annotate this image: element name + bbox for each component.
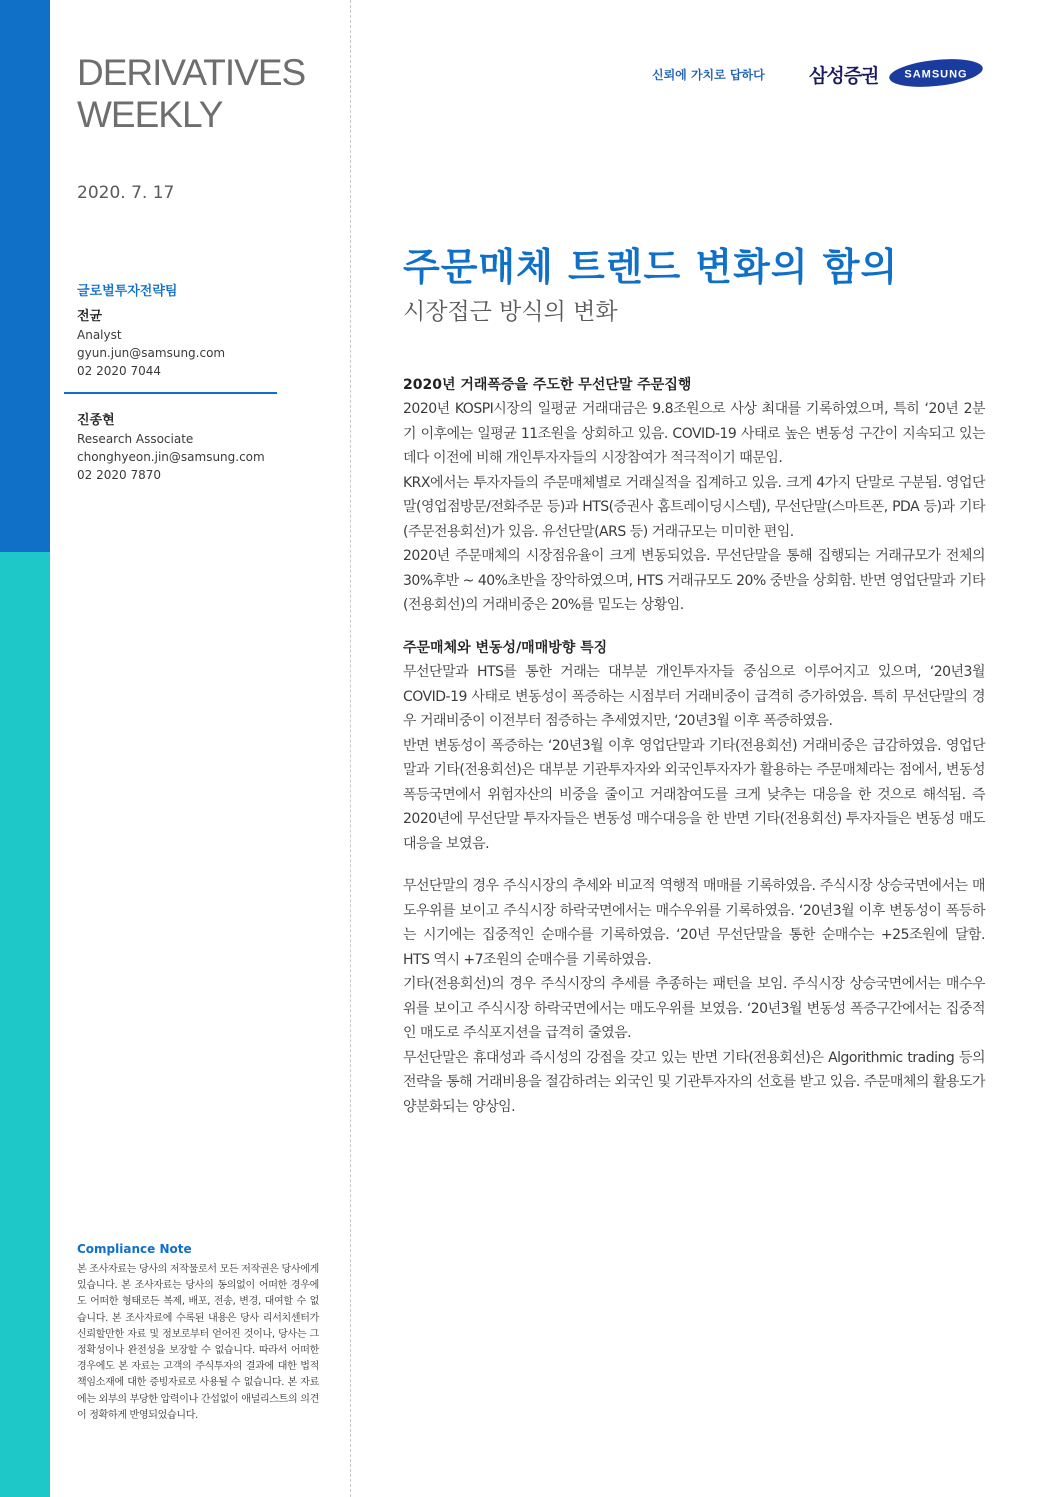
paragraph: 반면 변동성이 폭증하는 ‘20년3월 이후 영업단말과 기타(전용회선) 거래비중은 급감하였음. 영업단말과 기타(전용회선)은 대부분 기관투자자와 외국인투자자가 활용하는 주문매체라는 점에서, 변동성 폭등국면에서 위험자산의 비중을 줄이고 거래참여도를 크게 낮추는 대응을 한 것으로 해석됨. 즉 2020년에 무선단말 투자자들은 변동성 매수대응을 한 반면 기타(전용회선) 투자자들은 변동성 매도대응을 보였음. bbox=[403, 737, 985, 852]
report-title: 주문매체 트렌드 변화의 함의 bbox=[403, 245, 899, 289]
team-name: 글로벌투자전략팀 bbox=[77, 284, 178, 299]
brand-name: 삼성증권 bbox=[809, 65, 879, 87]
compliance-text: 본 조사자료는 당사의 저작물로서 모든 저작권은 당사에게 있습니다. 본 조사자료는 당사의 동의없이 어떠한 경우에도 어떠한 형태로든 복제, 배포, 전송, 변경, 대여할 수 없습니다. 본 조사자료에 수록된 내용은 당사 리서치센터가 신뢰할만한 자료 및 정보로부터 얻어진 것이나, 당사는 그 정확성이나 완전성을 보장할 수 없습니다. 따라서 어떠한 경우에도 본 자료는 고객의 주식투자의 결과에 대한 법적 책임소재에 대한 증빙자료로 사용될 수 없습니다. 본 자료에는 외부의 부당한 압력이나 간섭없이 애널리스트의 의견이 정확하게 반영되었습니다. bbox=[77, 1264, 319, 1421]
paragraph: 무선단말과 HTS를 통한 거래는 대부분 개인투자자들 중심으로 이루어지고 있으며, ‘20년3월 COVID-19 사태로 변동성이 폭증하는 시점부터 거래비중이 급격히 증가하였음. 특히 무선단말의 경우 거래비중이 이전부터 점증하는 추세였지만, ‘20년3월 이후 폭증하였음. bbox=[403, 664, 985, 729]
paragraph: 무선단말의 경우 주식시장의 추세와 비교적 역행적 매매를 기록하였음. 주식시장 상승국면에서는 매도우위를 보이고 주식시장 하락국면에서는 매수우위를 기록하였음. ‘20년3월 이후 변동성이 폭등하는 시기에는 집중적인 순매수를 기록하였음. ‘20년 무선단말을 통한 순매수는 +25조원에 달함. HTS 역시 +7조원의 순매수를 기록하였음. bbox=[403, 878, 985, 968]
analyst-email[interactable]: gyun.jun@samsung.com bbox=[77, 346, 226, 360]
analyst-phone: 02 2020 7870 bbox=[77, 468, 161, 482]
section-body bbox=[403, 660, 985, 856]
report-subtitle: 시장접근 방식의 변화 bbox=[403, 299, 618, 325]
sidebar-stripe-teal bbox=[0, 552, 50, 1497]
column-divider bbox=[350, 0, 351, 1497]
analyst-name: 진종현 bbox=[77, 413, 115, 428]
analyst-role: Research Associate bbox=[77, 432, 194, 446]
paragraph: 기타(전용회선)의 경우 주식시장의 추세를 추종하는 패턴을 보임. 주식시장 상승국면에서는 매수우위를 보이고 주식시장 하락국면에서는 매도우위를 보였음. ‘20년3월 변동성 폭증구간에서는 집중적인 매도로 주식포지션을 급격히 줄였음. bbox=[403, 976, 985, 1041]
closing-body bbox=[403, 874, 985, 1119]
samsung-logo bbox=[888, 58, 984, 88]
section-body bbox=[403, 397, 985, 618]
paragraph: 2020년 주문매체의 시장점유율이 크게 변동되었음. 무선단말을 통해 집행되는 거래규모가 전체의 30%후반 ~ 40%초반을 장악하였으며, HTS 거래규모도 20% 중반을 상회함. 반면 영업단말과 기타(전용회선)의 거래비중은 20%를 밑도는 상황임. bbox=[403, 548, 985, 613]
analyst-role: Analyst bbox=[77, 328, 122, 342]
samsung-logo-text: SAMSUNG bbox=[904, 68, 968, 81]
paragraph: 무선단말은 휴대성과 즉시성의 강점을 갖고 있는 반면 기타(전용회선)은 Algorithmic trading 등의 전략을 통해 거래비용을 절감하려는 외국인 및 기관투자자의 선호를 받고 있음. 주문매체의 활용도가 양분화되는 양상임. bbox=[403, 1049, 985, 1115]
analyst-email[interactable]: chonghyeon.jin@samsung.com bbox=[77, 450, 265, 464]
analyst-card bbox=[77, 412, 265, 484]
report-series-title: DERIVATIVES WEEKLY bbox=[77, 52, 306, 135]
brand-slogan: 신뢰에 가치로 답하다 bbox=[652, 68, 765, 82]
compliance-title: Compliance Note bbox=[77, 1242, 192, 1256]
section-heading: 2020년 거래폭증을 주도한 무선단말 주문집행 bbox=[403, 377, 692, 393]
analyst-divider bbox=[64, 392, 277, 394]
section-heading: 주문매체와 변동성/매매방향 특징 bbox=[403, 640, 608, 656]
paragraph: KRX에서는 투자자들의 주문매체별로 거래실적을 집계하고 있음. 크게 4가지 단말로 구분됨. 영업단말(영업점방문/전화주문 등)과 HTS(증권사 홈트레이딩시스템), 무선단말(스마트폰, PDA 등)과 기타(주문전용회선)가 있음. 유선단말(ARS 등) 거래규모는 미미한 편임. bbox=[403, 474, 985, 540]
analyst-name: 전균 bbox=[77, 309, 103, 324]
paragraph: 2020년 KOSPI시장의 일평균 거래대금은 9.8조원으로 사상 최대를 기록하였으며, 특히 ‘20년 2분기 이후에는 일평균 11조원을 상회하고 있음. COVID-19 사태로 높은 변동성 구간이 지속되고 있는데다 이전에 비해 개인투자자들의 시장참여가 적극적이기 때문임. bbox=[403, 401, 985, 466]
report-date: 2020. 7. 17 bbox=[77, 183, 175, 203]
analyst-phone: 02 2020 7044 bbox=[77, 364, 161, 378]
sidebar-stripe-blue bbox=[0, 0, 50, 552]
analyst-card bbox=[77, 308, 225, 380]
